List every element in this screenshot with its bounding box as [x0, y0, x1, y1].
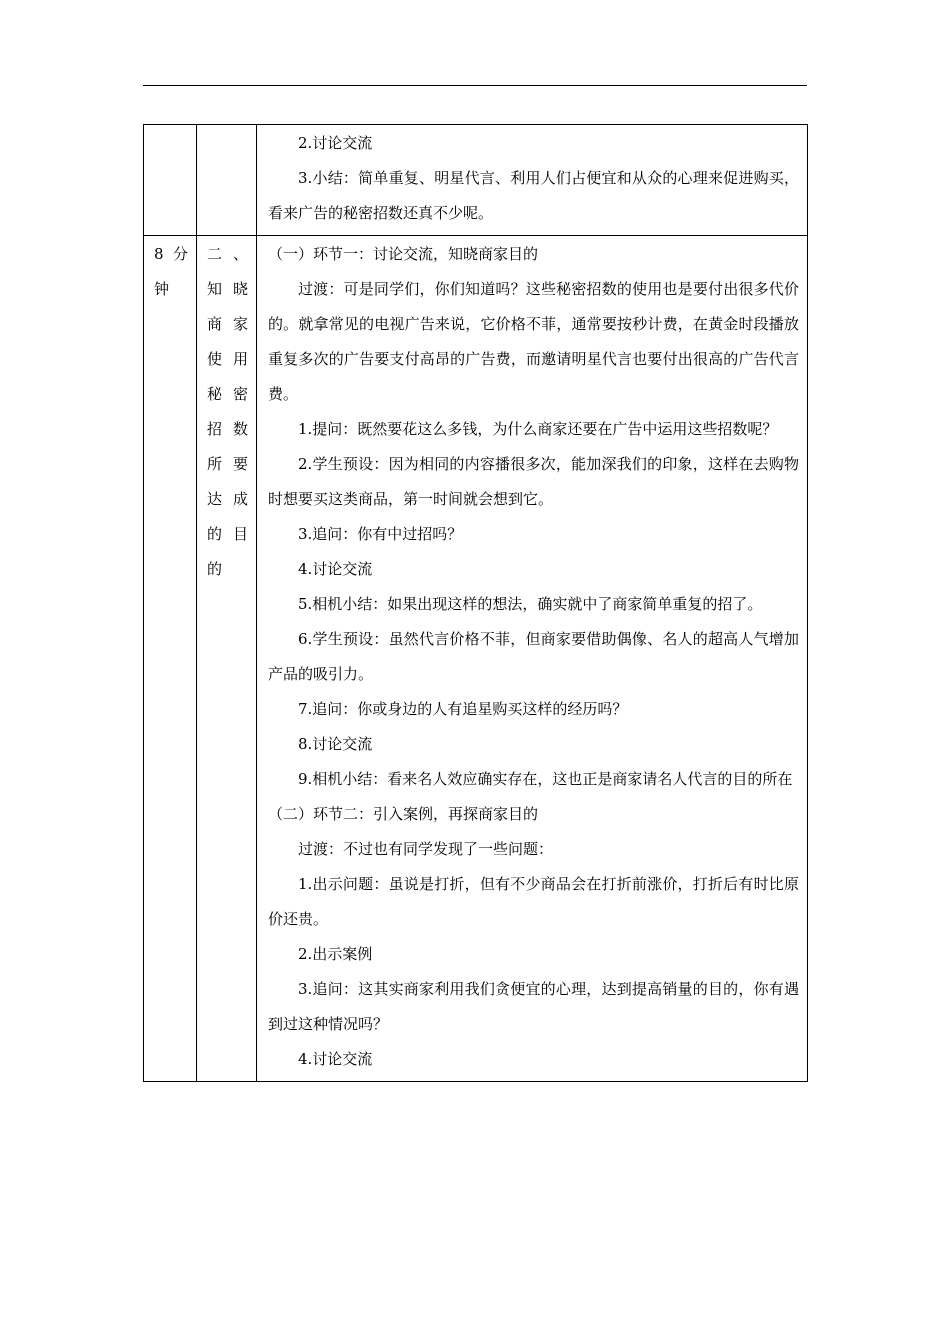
- content-cell: [257, 236, 808, 1082]
- paragraph: 3.小结：简单重复、明星代言、利用人们占便宜和从众的心理来促进购买，看来广告的秘密招数还真不少呢。: [268, 169, 799, 222]
- paragraph: 2.出示案例: [298, 945, 373, 963]
- paragraph: 5.相机小结：如果出现这样的想法，确实就中了商家简单重复的招了。: [298, 595, 763, 613]
- table-row: [144, 236, 808, 1082]
- content-cell: [257, 125, 808, 236]
- paragraph: 3.追问：这其实商家利用我们贪便宜的心理，达到提高销量的目的，你有遇到过这种情况吗？: [268, 980, 799, 1033]
- paragraph: 6.学生预设：虽然代言价格不菲，但商家要借助偶像、名人的超高人气增加产品的吸引力。: [268, 630, 799, 683]
- content-block: [257, 125, 807, 235]
- lesson-plan-table: [143, 124, 808, 1082]
- time-text: 8 分 钟: [154, 245, 188, 298]
- time-cell: [144, 236, 197, 1082]
- stage-cell: [197, 125, 257, 236]
- table-row: [144, 125, 808, 236]
- header-rule: [143, 85, 807, 86]
- stage-cell: [197, 236, 257, 1082]
- paragraph: 8.讨论交流: [298, 735, 373, 753]
- paragraph: 过渡：不过也有同学发现了一些问题：: [298, 840, 554, 858]
- time-cell: [144, 125, 197, 236]
- paragraph: 7.追问：你或身边的人有追星购买这样的经历吗？: [298, 700, 628, 718]
- paragraph: 9.相机小结：看来名人效应确实存在，这也正是商家请名人代言的目的所在: [298, 770, 793, 788]
- paragraph: 1.出示问题：虽说是打折，但有不少商品会在打折前涨价，打折后有时比原价还贵。: [268, 875, 799, 928]
- section-heading: （二）环节二：引入案例，再探商家目的: [268, 805, 539, 823]
- paragraph: 4.讨论交流: [298, 560, 373, 578]
- paragraph: 2.学生预设：因为相同的内容播很多次，能加深我们的印象，这样在去购物时想要买这类商品，第一时间就会想到它。: [268, 455, 799, 508]
- paragraph: 4.讨论交流: [298, 1050, 373, 1068]
- paragraph: 1.提问：既然要花这么多钱，为什么商家还要在广告中运用这些招数呢？: [298, 420, 778, 438]
- paragraph: 3.追问：你有中过招吗？: [298, 525, 463, 543]
- paragraph: 2.讨论交流: [298, 134, 373, 152]
- stage-text: 二 、 知 晓 商 家 使 用 秘 密 招 数 所 要 达 成 的 目 的: [207, 245, 248, 578]
- section-heading: （一）环节一：讨论交流，知晓商家目的: [268, 245, 539, 263]
- content-block: [257, 236, 807, 1081]
- paragraph: 过渡：可是同学们，你们知道吗？这些秘密招数的使用也是要付出很多代价的。就拿常见的电视广告来说，它价格不菲，通常要按秒计费，在黄金时段播放重复多次的广告要支付高昂的广告费，而邀请明星代言也要付出很高的广告代言费。: [268, 280, 799, 403]
